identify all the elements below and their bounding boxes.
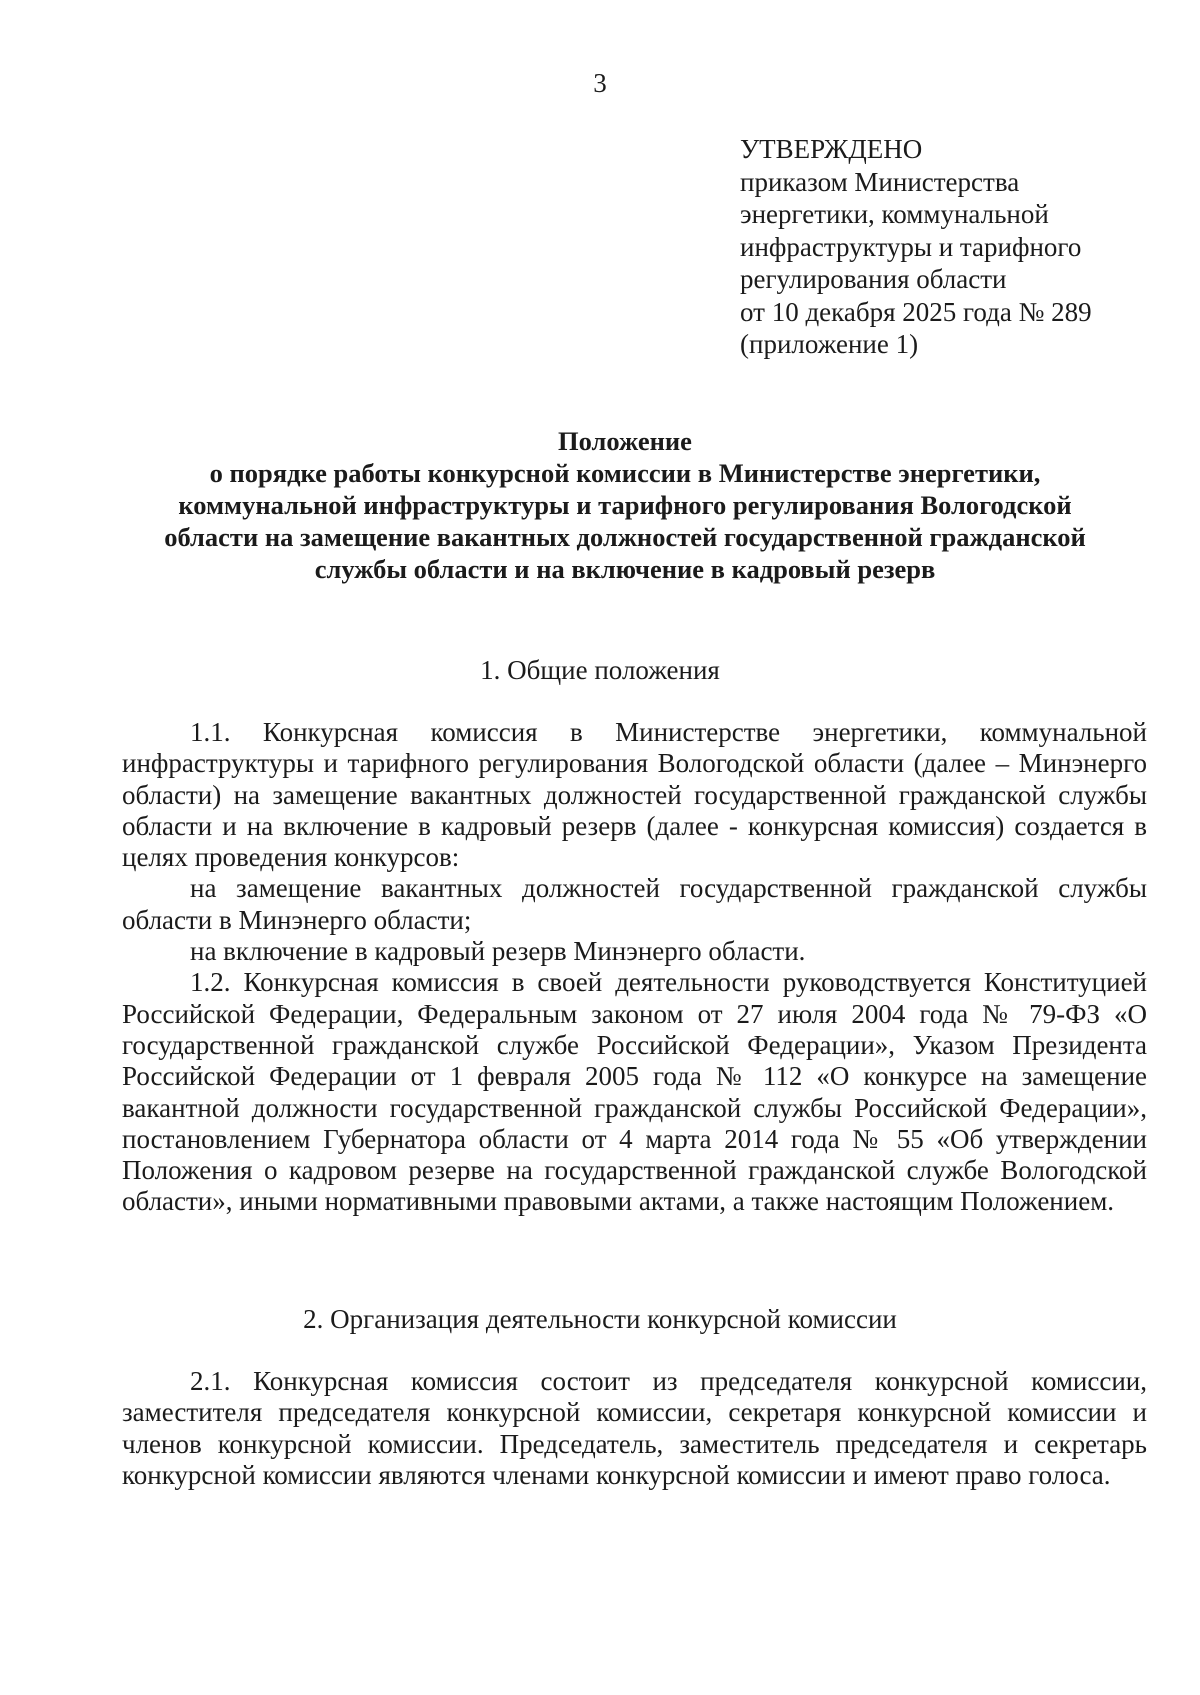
document-title-line: коммунальной инфраструктуры и тарифного регулирования Вологодской <box>178 490 1072 520</box>
paragraph-2-1: 2.1. Конкурсная комиссия состоит из председателя конкурсной комиссии, заместителя председателя конкурсной комиссии, секретаря конкурсной комиссии и членов конкурсной комиссии. Председатель, заместитель председателя и секретарь конкурсной комиссии являются членами конкурсной комиссии и имеют право голоса. <box>122 1366 1147 1490</box>
approval-line: энергетики, коммунальной <box>740 199 1049 229</box>
section-2-body <box>122 1366 1147 1491</box>
document-title-line: службы области и на включение в кадровый резерв <box>314 554 936 584</box>
document-title-heading: Положение <box>558 426 692 456</box>
page-number: 3 <box>593 68 607 98</box>
paragraph-1-1-item: на замещение вакантных должностей государственной гражданской службы области в Минэнерго области; <box>122 873 1147 935</box>
approval-line: (приложение 1) <box>740 329 919 359</box>
approval-line: приказом Министерства <box>740 166 1020 197</box>
approval-line: от 10 декабря 2025 года № 289 <box>740 296 1092 327</box>
document-title-line: области на замещение вакантных должностей государственной гражданской <box>164 522 1086 552</box>
approval-stamp <box>740 133 1160 361</box>
approval-line: инфраструктуры и тарифного <box>740 231 1082 262</box>
section-1-body <box>122 717 1147 1218</box>
approval-line: регулирования области <box>740 264 1007 294</box>
paragraph-1-1-item: на включение в кадровый резерв Минэнерго области. <box>190 936 806 967</box>
approval-title: УТВЕРЖДЕНО <box>740 134 923 164</box>
document-title-line: о порядке работы конкурсной комиссии в Министерстве энергетики, <box>209 458 1041 488</box>
paragraph-1-1: 1.1. Конкурсная комиссия в Министерстве энергетики, коммунальной инфраструктуры и тарифного регулирования Вологодской области (далее – Минэнерго области) на замещение вакантных должностей государственной гражданской службы области и на включение в кадровый резерв (далее - конкурсная комиссия) создается в целях проведения конкурсов: <box>122 717 1147 873</box>
document-title <box>100 425 1150 585</box>
section-1-heading: 1. Общие положения <box>480 655 720 685</box>
section-2-heading: 2. Организация деятельности конкурсной комиссии <box>303 1304 897 1334</box>
paragraph-1-2: 1.2. Конкурсная комиссия в своей деятельности руководствуется Конституцией Российской Федерации, Федеральным законом от 27 июля 2004 года № 79-ФЗ «О государственной гражданской службе Российской Федерации», Указом Президента Российской Федерации от 1 февраля 2005 года № 112 «О конкурсе на замещение вакантной должности государственной гражданской службы Российской Федерации», постановлением Губернатора области от 4 марта 2014 года № 55 «Об утверждении Положения о кадровом резерве на государственной гражданской службе Вологодской области», иными нормативными правовыми актами, а также настоящим Положением. <box>122 967 1147 1217</box>
